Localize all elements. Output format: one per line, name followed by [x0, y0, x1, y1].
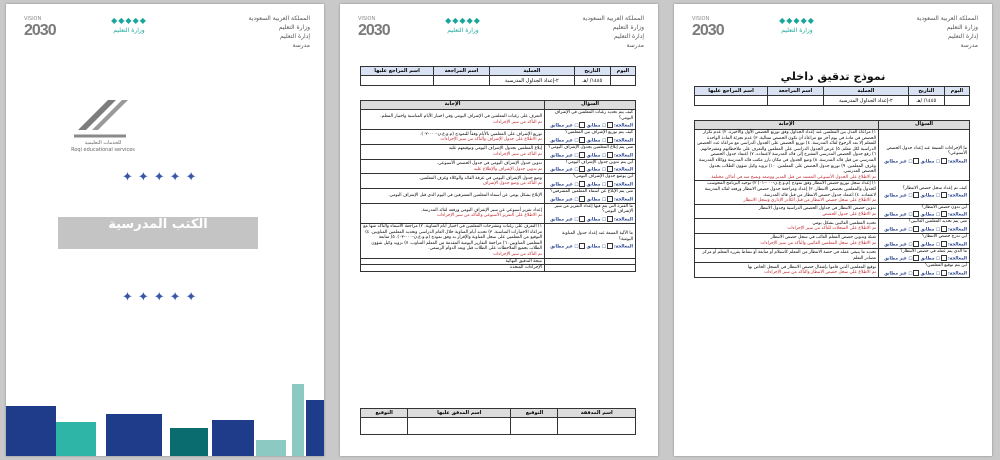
nok-label: □ غير مطابق: [884, 256, 913, 262]
page-header: المملكة العربية السعودية وزارة التعليم إدارة التعليم مدرسة: [582, 15, 644, 49]
signature-header: التوقيع: [361, 409, 408, 418]
nok-label: □ غير مطابق: [550, 197, 579, 203]
question-text: أين يوضع جدول الإشراف اليومي؟: [572, 174, 633, 180]
verification-note: تم الاطلاع على جدول الحصص: [822, 211, 876, 217]
meta-header: اسم المراجعة: [434, 67, 490, 76]
nok-checkbox[interactable]: [913, 192, 919, 198]
nok-label: □ غير مطابق: [550, 153, 579, 159]
nok-checkbox[interactable]: [579, 152, 585, 158]
answer-text: تدوين جدول الإشراف اليومي في جدول الحصص الأسبوعي.: [436, 160, 542, 166]
check-label: المعالجة:: [613, 197, 633, 203]
ok-checkbox[interactable]: [607, 122, 613, 128]
answer-text: توقيع المعلمين الذين قاموا بإشغال حصص الانتظار في السجل الخاص بها: [747, 264, 876, 270]
nok-label: □ غير مطابق: [550, 138, 579, 144]
qa-table: [360, 100, 636, 272]
question-cell: [879, 219, 970, 234]
decor-bar: [306, 400, 324, 456]
decor-bar: [170, 428, 208, 456]
decor-bar: [6, 406, 56, 456]
col-answer: الإجابة: [361, 101, 545, 110]
nok-label: □ غير مطابق: [550, 244, 579, 250]
verification-note: تم الاطلاع على سجل حصص الانتظار من قبل الكادر الإداري وسجل الانتظار: [743, 198, 876, 204]
answer-cell: [361, 203, 545, 223]
nok-checkbox[interactable]: [579, 181, 585, 187]
meta-header: اسم المراجع عليها: [695, 87, 768, 96]
table-row: [361, 144, 636, 159]
table-row: [695, 181, 970, 204]
verification-note: تم التأكد من سير الإجراءات: [493, 119, 542, 125]
qa-table: [694, 120, 970, 278]
check-line: [547, 216, 633, 223]
ok-label: □ مطابق: [586, 197, 606, 203]
page-header: المملكة العربية السعودية وزارة التعليم إدارة التعليم مدرسة: [916, 15, 978, 49]
meta-value: [695, 96, 768, 106]
answer-text: توزيع الإشراف على المعلمين بالأيام وفقاً للنموذج (م.و.ع.ن-٠٠٠-٠٢).: [419, 131, 542, 137]
check-line: [881, 158, 967, 165]
nok-label: □ غير مطابق: [884, 212, 913, 218]
question-cell: [545, 189, 636, 204]
audit-page-2: [340, 4, 658, 456]
check-line: [547, 243, 633, 250]
meta-header: التاريخ: [574, 67, 610, 76]
stars-bottom: ✦✦✦✦✦: [122, 290, 202, 305]
question-text: كيف يتم توزيع الإشراف بين المعلمين؟: [565, 130, 633, 136]
signature-cell[interactable]: [558, 418, 636, 435]
question-text: أين يتم توقيع المعلمين؟: [925, 263, 967, 269]
meta-value: [944, 96, 969, 106]
meta-header: العملية: [489, 67, 574, 76]
question-text: متى يتم إبلاغ المعلمين بجدول الإشراف اليومي؟: [548, 144, 633, 150]
ok-checkbox[interactable]: [607, 137, 613, 143]
check-line: [881, 226, 967, 233]
question-text: ما الفترة التي يتم فيها إعداد التقرير من سير الإشراف اليومي؟: [554, 203, 633, 215]
check-label: المعالجة:: [613, 153, 633, 159]
cover-page: [6, 4, 324, 456]
moe-logo: ◆◆◆◆◆ وزارة التعليم: [779, 16, 815, 34]
meta-table: [360, 66, 636, 86]
answer-text: تحديد ما ينبغي عمله في حصة الانتظار من المعلم كاستلام أو متابعة أو نشاط يقرره المعلم أو مركز مصادر التعلم: [702, 250, 876, 261]
meta-header: اسم المراجع عليها: [361, 67, 434, 76]
ok-checkbox[interactable]: [941, 226, 947, 232]
answer-cell: [695, 219, 879, 234]
nok-checkbox[interactable]: [579, 216, 585, 222]
check-label: المعالجة:: [613, 138, 633, 144]
ok-label: □ مطابق: [586, 217, 606, 223]
answer-cell: [695, 130, 879, 181]
answer-cell: [361, 130, 545, 145]
question-cell: [545, 265, 636, 272]
roqi-logo: للخدمات التعليمية Roqi educational services: [68, 96, 132, 158]
nok-checkbox[interactable]: [579, 166, 585, 172]
ok-checkbox[interactable]: [941, 158, 947, 164]
verification-note: تم تدوين جدول الإشراف والإطلاع عليه: [473, 166, 542, 172]
question-text: أين تدرج حصص الانتظار؟: [921, 234, 967, 240]
audit-page-3: [674, 4, 992, 456]
nok-label: □ غير مطابق: [884, 159, 913, 165]
question-cell: [545, 159, 636, 174]
answer-text: إعداد تقرير أسبوعي عن سير الإشراف اليومي ورفعه لقائد المدرسة.: [421, 207, 542, 213]
table-row: [361, 258, 636, 265]
answer-text: تدوين حصص الانتظار في جداول الحصص الدراسية وجدول الانتظار: [758, 205, 876, 211]
question-cell: [879, 263, 970, 278]
nok-checkbox[interactable]: [913, 226, 919, 232]
col-question: السؤال: [545, 101, 636, 110]
check-label: المعالجة:: [613, 123, 633, 129]
ok-checkbox[interactable]: [607, 243, 613, 249]
check-label: المعالجة:: [613, 167, 633, 173]
ok-checkbox[interactable]: [941, 255, 947, 261]
ok-label: □ مطابق: [920, 212, 940, 218]
question-cell: [545, 144, 636, 159]
cover-title: الكتب المدرسية: [58, 217, 258, 249]
table-row: [695, 263, 970, 278]
answer-text: ١) إعداد سجل توزيع حصص الانتظار وفق نموذج (م.و.ع.ن-٠٠٠-٠١) ٢) توحيد البرنامج المحوسب للجدول والمعلمين بحصص الانتظار. ٣) إعداد ومراجعة جدول حصص الانتظار ورفعه لقائد المدرسة لاعتماده. ٤) اعتماد جدول حصص الانتظار من قبل قائد المدرسة.: [704, 181, 876, 198]
answer-cell: [695, 234, 879, 249]
table-row: [361, 174, 636, 189]
answer-text: ١) التعرف على رغبات ومقترحات المعلمين في اختيار أيام المناوبة. ٢) مراجعة الأسماء والتأكد منها مع مراعاة الاختيارات المناسبة. ٣) تحديد أيام المناوبة خلال العام الدراسي وتحديد المعلمين المناوبين. ٤) التوقيع من المعلمين على سجل المناوبة والإقرار به وفق نموذج (م.و.ع.ن-٠٠٠-٠٣). ٥) متابعة المعلمين المناوبين. ٦) مراجعة التقارير اليومية المقدمة من المعلم المناوب. ٧) تزويد وكيل شؤون الطلاب بجميع الملاحظات على الطلاب قبل وبعد الدوام الرسمي.: [363, 224, 542, 252]
ok-checkbox[interactable]: [941, 192, 947, 198]
ok-label: □ مطابق: [920, 256, 940, 262]
check-line: [881, 192, 967, 199]
check-line: [547, 122, 633, 129]
ok-label: □ مطابق: [586, 182, 606, 188]
answer-cell: [361, 144, 545, 159]
question-cell: [879, 181, 970, 204]
ok-checkbox[interactable]: [941, 270, 947, 276]
page-header: المملكة العربية السعودية وزارة التعليم إدارة التعليم مدرسة: [248, 15, 310, 49]
table-row: [361, 110, 636, 130]
meta-value: [434, 76, 490, 86]
nok-checkbox[interactable]: [913, 211, 919, 217]
answer-cell: [695, 248, 879, 263]
check-label: المعالجة:: [947, 227, 967, 233]
ok-label: □ مطابق: [586, 167, 606, 173]
decor-bar: [106, 414, 162, 456]
ok-checkbox[interactable]: [941, 211, 947, 217]
ok-label: □ مطابق: [920, 271, 940, 277]
moe-logo: ◆◆◆◆◆ وزارة التعليم: [445, 16, 481, 34]
moe-logo: ◆◆◆◆◆ وزارة التعليم: [111, 16, 147, 34]
answer-cell: [361, 189, 545, 204]
table-row: [361, 203, 636, 223]
check-label: المعالجة:: [947, 256, 967, 262]
nok-checkbox[interactable]: [913, 241, 919, 247]
table-row: [695, 130, 970, 181]
meta-table: [694, 86, 970, 106]
check-line: [881, 255, 967, 262]
check-label: المعالجة:: [947, 212, 967, 218]
question-cell: [545, 258, 636, 265]
nok-label: □ غير مطابق: [884, 242, 913, 248]
nok-checkbox[interactable]: [579, 243, 585, 249]
decor-bar: [256, 440, 286, 456]
ok-checkbox[interactable]: [941, 241, 947, 247]
verification-note: تم التأكد من سير الإجراءات: [493, 251, 542, 257]
question-text: ما الذي يتم عمله في حصص الانتظار؟: [900, 248, 967, 254]
check-line: [547, 166, 633, 173]
table-row: [695, 219, 970, 234]
meta-value: [361, 76, 434, 86]
check-label: المعالجة:: [947, 159, 967, 165]
check-line: [547, 196, 633, 203]
nok-checkbox[interactable]: [579, 122, 585, 128]
ok-label: □ مطابق: [586, 244, 606, 250]
meta-header: التاريخ: [908, 87, 944, 96]
question-text: متى يتم الإبلاغ عن أسماء المعلمين المشرفين؟: [550, 189, 633, 195]
vision-2030-logo: VISION 2030: [24, 16, 56, 39]
answer-cell: [361, 265, 545, 272]
answer-cell: [361, 110, 545, 130]
question-text: كيف يتم تحديد رغبات المعلمين في الإشراف اليومي؟: [554, 110, 633, 121]
ok-label: □ مطابق: [920, 193, 940, 199]
answer-text: تعبئة وتدوين حصص المعلم الغائب في سجل حصص الانتظار: [770, 235, 876, 241]
decor-bar: [292, 384, 304, 456]
verification-note: تم الاطلاع على الجدول الأسبوعي المعتمد من قبل المدير ووضعه ونسخ منه في أماكن مختلفة: [711, 174, 876, 180]
table-row: [695, 204, 970, 219]
question-text: كيف تم إعداد سجل حصص الانتظار؟: [902, 185, 967, 191]
table-row: [361, 189, 636, 204]
meta-value: [610, 76, 635, 86]
nok-checkbox[interactable]: [579, 196, 585, 202]
answer-text: ١) مراعاة العدل بين المعلمين عند إعداد الجداول وفق توزيع الحصص الأول والأخيرة. ٢) عدم تكرار الحصص في مادة في يوم آخر مع مراعاة أن تكون الحصص متتالية. ٣) عدم تجزئة المادة الواحدة للمعلم إلا بعد الرجوع لقائد المدرسة. ٤) توزيع الحصص على الجدول الدراسي مع مراعاة عدد الحصص الدراسية لكل معلم. ٥) عرض الجدول الدراسي على المعلمين والتعرف على ملاحظاتهم ومقترحاتهم. ٦) رفع جدول الحصص المدرسي المقترح إلى قائد المدرسة لاعتماده. ٧) اعتماد جدول الحصص المدرسي من قبل قائد المدرسة. ٨) وضع الجدول في مكان بارز مكتب قائد المدرسة ووكلاء المدرسة وغرف المعلمين. ٩) توزيع جدول الحصص على المعلمين. ١٠) تزويد وكيل شؤون الطلاب بجدول الحصص المدرسي.: [697, 130, 876, 175]
signature-cell[interactable]: [408, 418, 511, 435]
nok-label: □ غير مطابق: [884, 271, 913, 277]
ok-checkbox[interactable]: [607, 166, 613, 172]
question-cell: [545, 110, 636, 130]
ok-checkbox[interactable]: [607, 152, 613, 158]
meta-value: ٢-إعداد الجداول المدرسية: [823, 96, 908, 106]
meta-value: ١٤٤٥/ /هـ: [574, 76, 610, 86]
answer-text: التعرف على رغبات المعلمين في الإشراف اليومي وفي اختيار الأيام المناسبة واختيار المعلم.: [380, 114, 542, 120]
answer-text: إبلاغ المعلمين بجدول الإشراف اليومي وتوقيعهم عليه: [448, 146, 542, 152]
stars-top: ✦✦✦✦✦: [122, 170, 202, 185]
signature-table: [360, 408, 636, 435]
nok-label: □ غير مطابق: [550, 182, 579, 188]
decor-bar: [212, 420, 254, 456]
meta-header: اسم المراجعة: [768, 87, 824, 96]
verification-note: تم الاطلاع على السجلات للتأكد من سير الإجراءات: [787, 226, 876, 232]
question-cell: [545, 174, 636, 189]
col-question: السؤال: [879, 121, 970, 130]
signature-header: اسم المدققة: [558, 409, 636, 418]
signature-header: اسم المدقق عليها: [408, 409, 511, 418]
table-row: [695, 234, 970, 249]
check-label: المعالجة:: [613, 182, 633, 188]
answer-cell: [361, 224, 545, 259]
answer-text: الإجراءات المتخذة: [509, 265, 542, 271]
check-label: المعالجة:: [613, 217, 633, 223]
ok-checkbox[interactable]: [607, 181, 613, 187]
question-text: ما الإجراءات المتبعة عند إعداد جدول الحصص الأسبوعي؟: [886, 145, 967, 157]
signature-cell[interactable]: [511, 418, 558, 435]
ok-checkbox[interactable]: [607, 216, 613, 222]
table-row: [361, 159, 636, 174]
answer-cell: [695, 181, 879, 204]
check-line: [547, 137, 633, 144]
check-line: [547, 152, 633, 159]
answer-cell: [361, 159, 545, 174]
meta-header: اليوم: [944, 87, 969, 96]
answer-cell: [695, 263, 879, 278]
answer-cell: [695, 204, 879, 219]
nok-label: □ غير مطابق: [550, 123, 579, 129]
meta-header: العملية: [823, 87, 908, 96]
question-text: أين تدون حصص الانتظار؟: [921, 204, 967, 210]
verification-note: تم الاطلاع على جدول الإشراف والتأكد من سير الإجراءات: [440, 137, 542, 143]
meta-value: [768, 96, 824, 106]
ok-checkbox[interactable]: [607, 196, 613, 202]
ok-label: □ مطابق: [920, 242, 940, 248]
verification-note: تم الاطلاع على سجل حصص الانتظار والتأكد من سير الإجراءات: [764, 270, 876, 276]
ok-label: □ مطابق: [920, 159, 940, 165]
nok-label: □ غير مطابق: [884, 193, 913, 199]
vision-2030-logo: VISION 2030: [692, 16, 724, 39]
question-text: متى يتم تحديد المعلمين الغائبين؟: [908, 219, 967, 225]
table-row: [361, 265, 636, 272]
check-line: [547, 181, 633, 188]
vision-2030-logo: VISION 2030: [358, 16, 390, 39]
answer-cell: [361, 258, 545, 265]
question-cell: [545, 203, 636, 223]
question-cell: [879, 204, 970, 219]
check-line: [881, 211, 967, 218]
nok-checkbox[interactable]: [913, 255, 919, 261]
signature-header: التوقيع: [511, 409, 558, 418]
question-cell: [879, 234, 970, 249]
check-line: [881, 241, 967, 248]
check-label: المعالجة:: [947, 193, 967, 199]
ok-label: □ مطابق: [586, 123, 606, 129]
nok-label: □ غير مطابق: [550, 217, 579, 223]
question-cell: [879, 248, 970, 263]
verification-note: تم الاطلاع على سجل المعلمين الغائبين والتأكد من سير الإجراءات: [760, 240, 876, 246]
ok-label: □ مطابق: [586, 138, 606, 144]
meta-value: ٢-إعداد الجداول المدرسية: [489, 76, 574, 86]
nok-label: □ غير مطابق: [884, 227, 913, 233]
roqi-logo-mark: [68, 96, 132, 140]
question-cell: [545, 224, 636, 259]
question-cell: [545, 130, 636, 145]
answer-text: الإبلاغ بشكل يومي عن أسماء المعلمين المشرفين في اليوم الذي قبل الإشراف اليومي.: [388, 193, 542, 199]
check-label: المعالجة:: [947, 242, 967, 248]
nok-checkbox[interactable]: [579, 137, 585, 143]
nok-label: □ غير مطابق: [550, 167, 579, 173]
answer-text: نتيجة التدقيق النهائية: [505, 258, 542, 264]
table-row: [361, 224, 636, 259]
answer-text: تحديد المعلمين الغائبين بشكل يومي: [812, 220, 876, 226]
verification-note: تم التأكد من وضع جدول الإشراف: [482, 181, 542, 187]
answer-cell: [361, 174, 545, 189]
signature-cell[interactable]: [361, 418, 408, 435]
verification-note: تم الاطلاع على التقرير الأسبوعي والتأكد من سير الإجراءات: [436, 213, 542, 219]
meta-value: ١٤٤٥/ /هـ: [908, 96, 944, 106]
nok-checkbox[interactable]: [913, 158, 919, 164]
table-row: [361, 130, 636, 145]
check-line: [881, 270, 967, 277]
ok-label: □ مطابق: [586, 153, 606, 159]
check-label: المعالجة:: [947, 271, 967, 277]
table-row: [695, 248, 970, 263]
meta-header: اليوم: [610, 67, 635, 76]
question-text: أين يتم تدوين جدول الإشراف اليومي؟: [565, 159, 633, 165]
doc-title: نموذج تدقيق داخلي: [780, 70, 886, 83]
decor-bar: [56, 422, 96, 456]
verification-note: تم التأكد من سير الإجراءات: [493, 151, 542, 157]
col-answer: الإجابة: [695, 121, 879, 130]
check-label: المعالجة:: [613, 244, 633, 250]
question-text: ما الآلية المتبعة عند إعداد جدول المناوبة اليومية؟: [562, 231, 633, 242]
ok-label: □ مطابق: [920, 227, 940, 233]
nok-checkbox[interactable]: [913, 270, 919, 276]
answer-text: وضع جدول الإشراف اليومي في غرفة القائد والوكلاء وغرف المعلمين.: [418, 175, 542, 181]
question-cell: [879, 130, 970, 181]
